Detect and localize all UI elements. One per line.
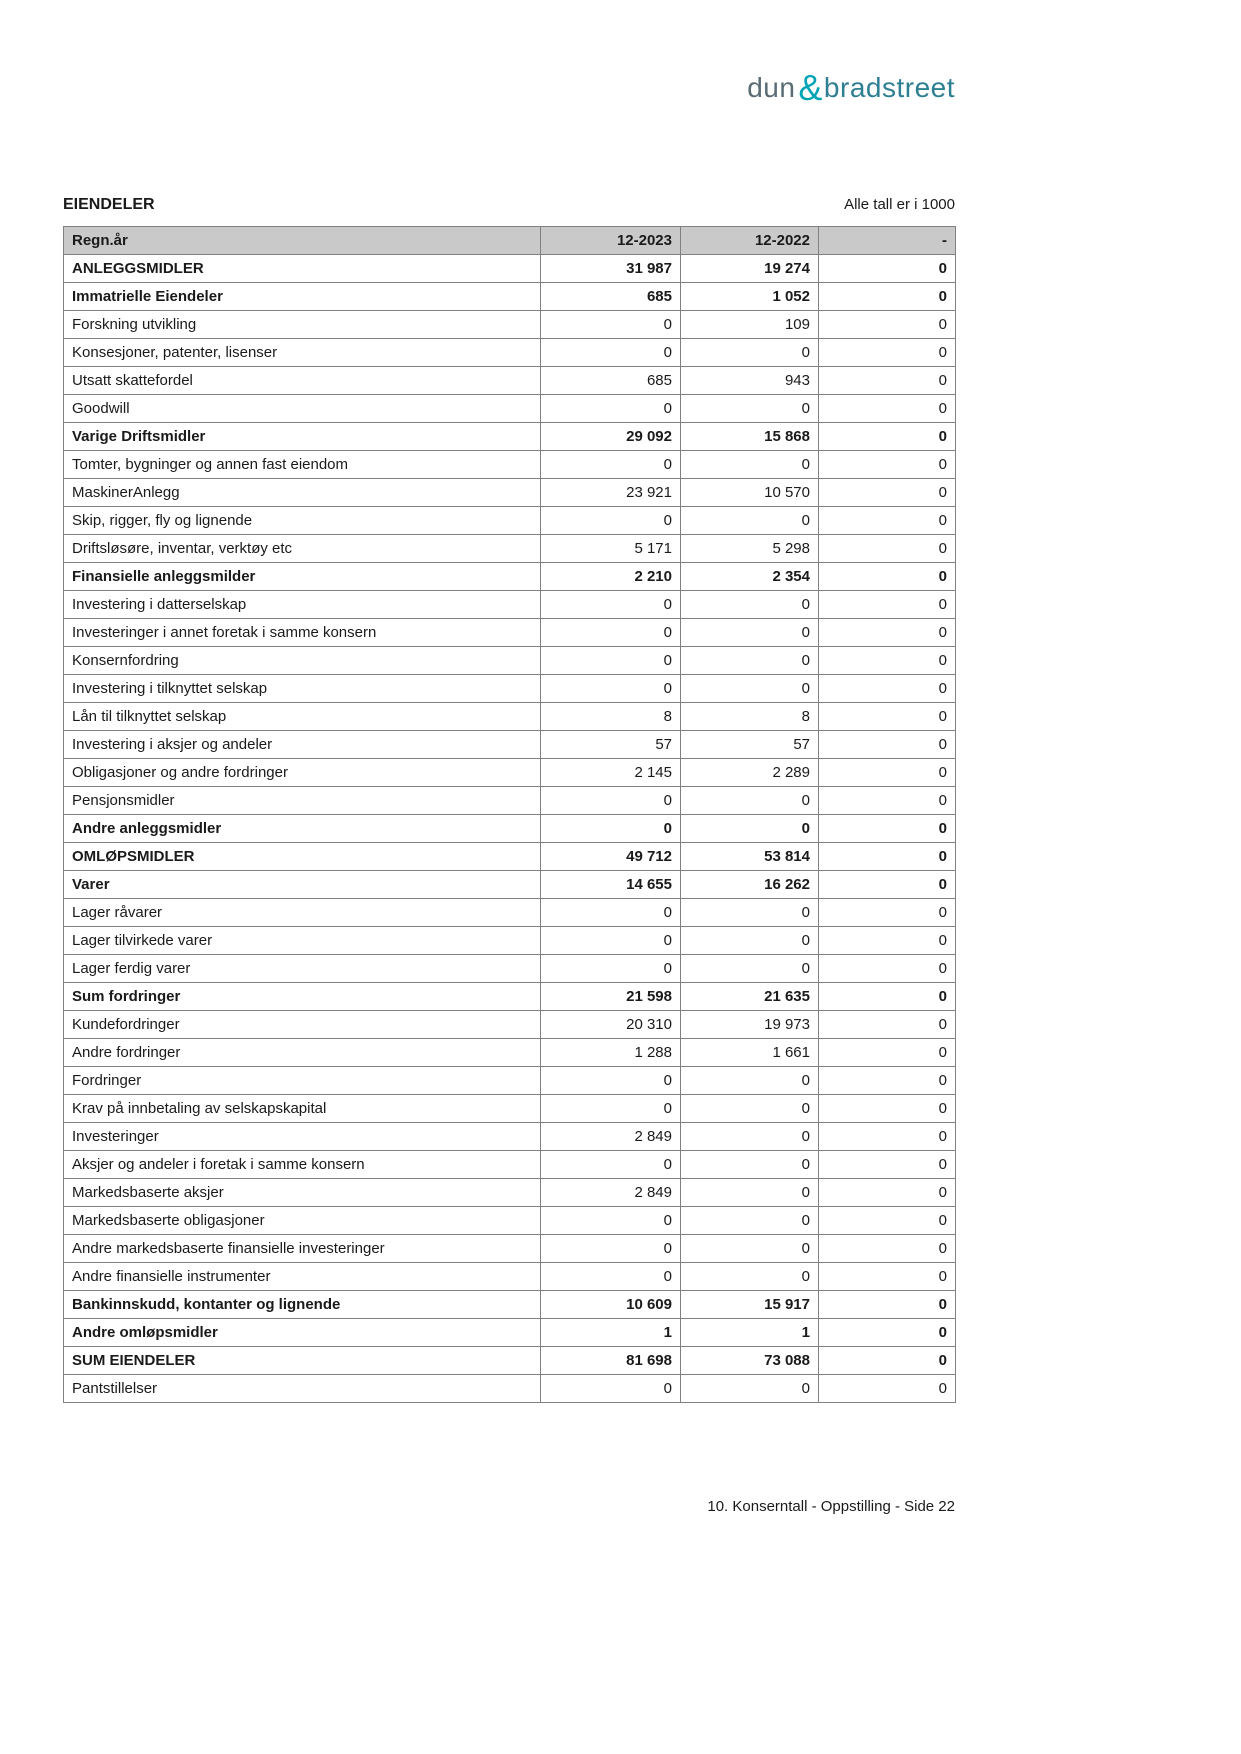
row-value: 57	[541, 731, 681, 759]
table-row	[64, 1263, 956, 1291]
row-value: 2 849	[541, 1179, 681, 1207]
row-value: 0	[681, 1263, 819, 1291]
row-value: 0	[681, 955, 819, 983]
row-value: 0	[819, 1095, 956, 1123]
table-row	[64, 1123, 956, 1151]
row-value: 2 289	[681, 759, 819, 787]
row-label: Lån til tilknyttet selskap	[64, 703, 541, 731]
table-row	[64, 283, 956, 311]
row-value: 0	[541, 927, 681, 955]
table-row	[64, 675, 956, 703]
row-value: 57	[681, 731, 819, 759]
row-value: 19 274	[681, 255, 819, 283]
row-label: Andre omløpsmidler	[64, 1319, 541, 1347]
row-label: Lager ferdig varer	[64, 955, 541, 983]
row-value: 0	[819, 395, 956, 423]
table-row	[64, 1039, 956, 1067]
row-value: 0	[819, 1011, 956, 1039]
row-value: 0	[681, 647, 819, 675]
row-label: Andre finansielle instrumenter	[64, 1263, 541, 1291]
row-value: 943	[681, 367, 819, 395]
row-label: Obligasjoner og andre fordringer	[64, 759, 541, 787]
row-value: 53 814	[681, 843, 819, 871]
row-label: Driftsløsøre, inventar, verktøy etc	[64, 535, 541, 563]
row-value: 20 310	[541, 1011, 681, 1039]
table-row	[64, 451, 956, 479]
row-label: SUM EIENDELER	[64, 1347, 541, 1375]
row-value: 0	[819, 983, 956, 1011]
row-value: 81 698	[541, 1347, 681, 1375]
row-value: 109	[681, 311, 819, 339]
row-value: 0	[541, 451, 681, 479]
table-row	[64, 255, 956, 283]
row-value: 1 052	[681, 283, 819, 311]
table-row	[64, 899, 956, 927]
row-value: 0	[819, 1151, 956, 1179]
row-value: 0	[541, 1067, 681, 1095]
table-row	[64, 1151, 956, 1179]
table-row	[64, 423, 956, 451]
row-value: 0	[819, 675, 956, 703]
row-value: 21 598	[541, 983, 681, 1011]
table-row	[64, 1095, 956, 1123]
row-label: Markedsbaserte aksjer	[64, 1179, 541, 1207]
row-value: 0	[819, 759, 956, 787]
row-value: 0	[819, 423, 956, 451]
row-label: Immatrielle Eiendeler	[64, 283, 541, 311]
row-value: 21 635	[681, 983, 819, 1011]
row-value: 0	[681, 591, 819, 619]
row-value: 0	[681, 1179, 819, 1207]
logo-ampersand-icon: &	[798, 67, 823, 108]
table-row	[64, 731, 956, 759]
row-value: 0	[819, 479, 956, 507]
row-value: 0	[819, 619, 956, 647]
row-value: 0	[681, 619, 819, 647]
balance-table	[63, 226, 956, 1403]
row-value: 0	[541, 1151, 681, 1179]
table-row	[64, 339, 956, 367]
row-value: 0	[819, 871, 956, 899]
table-row	[64, 395, 956, 423]
table-row	[64, 1347, 956, 1375]
row-value: 0	[541, 339, 681, 367]
row-value: 0	[819, 927, 956, 955]
row-value: 0	[819, 451, 956, 479]
row-value: 0	[681, 899, 819, 927]
row-label: Investering i datterselskap	[64, 591, 541, 619]
row-label: Aksjer og andeler i foretak i samme konsern	[64, 1151, 541, 1179]
row-label: Utsatt skattefordel	[64, 367, 541, 395]
row-value: 0	[819, 955, 956, 983]
row-value: 0	[819, 1067, 956, 1095]
table-row	[64, 955, 956, 983]
row-label: Andre anleggsmidler	[64, 815, 541, 843]
row-label: Varige Driftsmidler	[64, 423, 541, 451]
row-label: Goodwill	[64, 395, 541, 423]
row-label: Krav på innbetaling av selskapskapital	[64, 1095, 541, 1123]
table-row	[64, 1375, 956, 1403]
row-value: 0	[681, 787, 819, 815]
row-value: 14 655	[541, 871, 681, 899]
table-row	[64, 563, 956, 591]
row-value: 15 917	[681, 1291, 819, 1319]
row-value: 0	[681, 1123, 819, 1151]
row-value: 0	[681, 1235, 819, 1263]
page-footer: 10. Konserntall - Oppstilling - Side 22	[707, 1498, 955, 1515]
row-value: 0	[541, 1263, 681, 1291]
row-value: 0	[681, 507, 819, 535]
table-row	[64, 1291, 956, 1319]
row-value: 2 145	[541, 759, 681, 787]
row-label: Varer	[64, 871, 541, 899]
row-value: 31 987	[541, 255, 681, 283]
table-row	[64, 759, 956, 787]
row-value: 0	[819, 283, 956, 311]
row-value: 0	[819, 1179, 956, 1207]
row-value: 0	[681, 339, 819, 367]
row-value: 0	[541, 591, 681, 619]
row-label: Forskning utvikling	[64, 311, 541, 339]
row-label: Andre markedsbaserte finansielle investeringer	[64, 1235, 541, 1263]
row-value: 0	[681, 815, 819, 843]
row-value: 10 609	[541, 1291, 681, 1319]
row-value: 0	[819, 731, 956, 759]
row-value: 0	[819, 311, 956, 339]
row-value: 0	[681, 395, 819, 423]
logo-text-bradstreet: bradstreet	[823, 72, 955, 103]
row-label: Bankinnskudd, kontanter og lignende	[64, 1291, 541, 1319]
row-value: 0	[819, 255, 956, 283]
table-row	[64, 591, 956, 619]
row-value: 0	[541, 647, 681, 675]
row-value: 0	[541, 675, 681, 703]
row-value: 0	[681, 1067, 819, 1095]
row-value: 1 661	[681, 1039, 819, 1067]
table-row	[64, 479, 956, 507]
table-row	[64, 1179, 956, 1207]
table-row	[64, 1067, 956, 1095]
row-value: 15 868	[681, 423, 819, 451]
table-row	[64, 815, 956, 843]
table-row	[64, 983, 956, 1011]
column-header-dash: -	[819, 227, 956, 255]
row-value: 0	[819, 1039, 956, 1067]
row-value: 0	[819, 1235, 956, 1263]
row-label: Markedsbaserte obligasjoner	[64, 1207, 541, 1235]
units-note: Alle tall er i 1000	[844, 196, 955, 213]
row-value: 0	[819, 563, 956, 591]
row-label: Andre fordringer	[64, 1039, 541, 1067]
row-value: 0	[541, 311, 681, 339]
row-value: 0	[819, 507, 956, 535]
row-label: Tomter, bygninger og annen fast eiendom	[64, 451, 541, 479]
row-value: 5 171	[541, 535, 681, 563]
table-caption-row	[63, 196, 955, 214]
row-value: 1 288	[541, 1039, 681, 1067]
row-label: Investeringer i annet foretak i samme konsern	[64, 619, 541, 647]
row-value: 0	[541, 1207, 681, 1235]
logo-text-dun: dun	[747, 72, 796, 103]
row-label: Fordringer	[64, 1067, 541, 1095]
row-label: Investeringer	[64, 1123, 541, 1151]
row-label: Konsernfordring	[64, 647, 541, 675]
row-value: 0	[819, 1263, 956, 1291]
column-header-regnar: Regn.år	[64, 227, 541, 255]
row-value: 5 298	[681, 535, 819, 563]
row-label: Pensjonsmidler	[64, 787, 541, 815]
table-row	[64, 787, 956, 815]
row-value: 0	[541, 619, 681, 647]
row-label: Konsesjoner, patenter, lisenser	[64, 339, 541, 367]
row-value: 0	[819, 339, 956, 367]
row-value: 0	[541, 899, 681, 927]
table-row	[64, 311, 956, 339]
table-row	[64, 367, 956, 395]
row-value: 73 088	[681, 1347, 819, 1375]
table-row	[64, 619, 956, 647]
table-row	[64, 1207, 956, 1235]
row-value: 0	[819, 787, 956, 815]
row-label: Pantstillelser	[64, 1375, 541, 1403]
row-value: 0	[681, 451, 819, 479]
row-label: ANLEGGSMIDLER	[64, 255, 541, 283]
row-label: Sum fordringer	[64, 983, 541, 1011]
row-value: 0	[819, 1207, 956, 1235]
table-row	[64, 927, 956, 955]
row-value: 0	[541, 1095, 681, 1123]
row-value: 0	[819, 535, 956, 563]
row-value: 0	[819, 815, 956, 843]
table-row	[64, 703, 956, 731]
table-row	[64, 535, 956, 563]
row-label: MaskinerAnlegg	[64, 479, 541, 507]
row-label: Investering i aksjer og andeler	[64, 731, 541, 759]
row-value: 8	[541, 703, 681, 731]
table-row	[64, 1235, 956, 1263]
table-row	[64, 507, 956, 535]
row-value: 0	[819, 1123, 956, 1151]
row-value: 0	[819, 1375, 956, 1403]
row-value: 0	[681, 1095, 819, 1123]
row-value: 0	[819, 591, 956, 619]
row-value: 0	[541, 955, 681, 983]
table-row	[64, 1319, 956, 1347]
table-row	[64, 843, 956, 871]
row-value: 16 262	[681, 871, 819, 899]
row-value: 0	[681, 1375, 819, 1403]
row-value: 0	[541, 395, 681, 423]
row-value: 10 570	[681, 479, 819, 507]
row-label: Lager råvarer	[64, 899, 541, 927]
row-value: 0	[541, 815, 681, 843]
row-label: Lager tilvirkede varer	[64, 927, 541, 955]
row-value: 0	[681, 927, 819, 955]
row-value: 685	[541, 283, 681, 311]
row-value: 0	[819, 703, 956, 731]
row-value: 0	[819, 1319, 956, 1347]
row-value: 0	[541, 1235, 681, 1263]
table-row	[64, 871, 956, 899]
row-label: Investering i tilknyttet selskap	[64, 675, 541, 703]
row-label: Kundefordringer	[64, 1011, 541, 1039]
row-value: 0	[681, 675, 819, 703]
table-row	[64, 1011, 956, 1039]
row-value: 8	[681, 703, 819, 731]
row-label: Skip, rigger, fly og lignende	[64, 507, 541, 535]
row-value: 0	[819, 1291, 956, 1319]
dnb-logo	[747, 67, 955, 108]
row-value: 23 921	[541, 479, 681, 507]
row-value: 1	[681, 1319, 819, 1347]
row-value: 0	[819, 899, 956, 927]
row-label: OMLØPSMIDLER	[64, 843, 541, 871]
table-header-row	[64, 227, 956, 255]
row-value: 19 973	[681, 1011, 819, 1039]
row-value: 0	[681, 1151, 819, 1179]
table-row	[64, 647, 956, 675]
row-value: 49 712	[541, 843, 681, 871]
row-value: 0	[819, 367, 956, 395]
row-value: 1	[541, 1319, 681, 1347]
row-value: 0	[819, 647, 956, 675]
row-value: 685	[541, 367, 681, 395]
section-title: EIENDELER	[63, 196, 155, 213]
column-header-12-2023: 12-2023	[541, 227, 681, 255]
row-value: 0	[819, 1347, 956, 1375]
row-value: 0	[819, 843, 956, 871]
row-value: 2 354	[681, 563, 819, 591]
row-value: 0	[541, 1375, 681, 1403]
row-value: 2 210	[541, 563, 681, 591]
row-value: 29 092	[541, 423, 681, 451]
row-label: Finansielle anleggsmilder	[64, 563, 541, 591]
row-value: 0	[681, 1207, 819, 1235]
row-value: 2 849	[541, 1123, 681, 1151]
column-header-12-2022: 12-2022	[681, 227, 819, 255]
row-value: 0	[541, 507, 681, 535]
row-value: 0	[541, 787, 681, 815]
balance-table-body	[64, 255, 956, 1403]
